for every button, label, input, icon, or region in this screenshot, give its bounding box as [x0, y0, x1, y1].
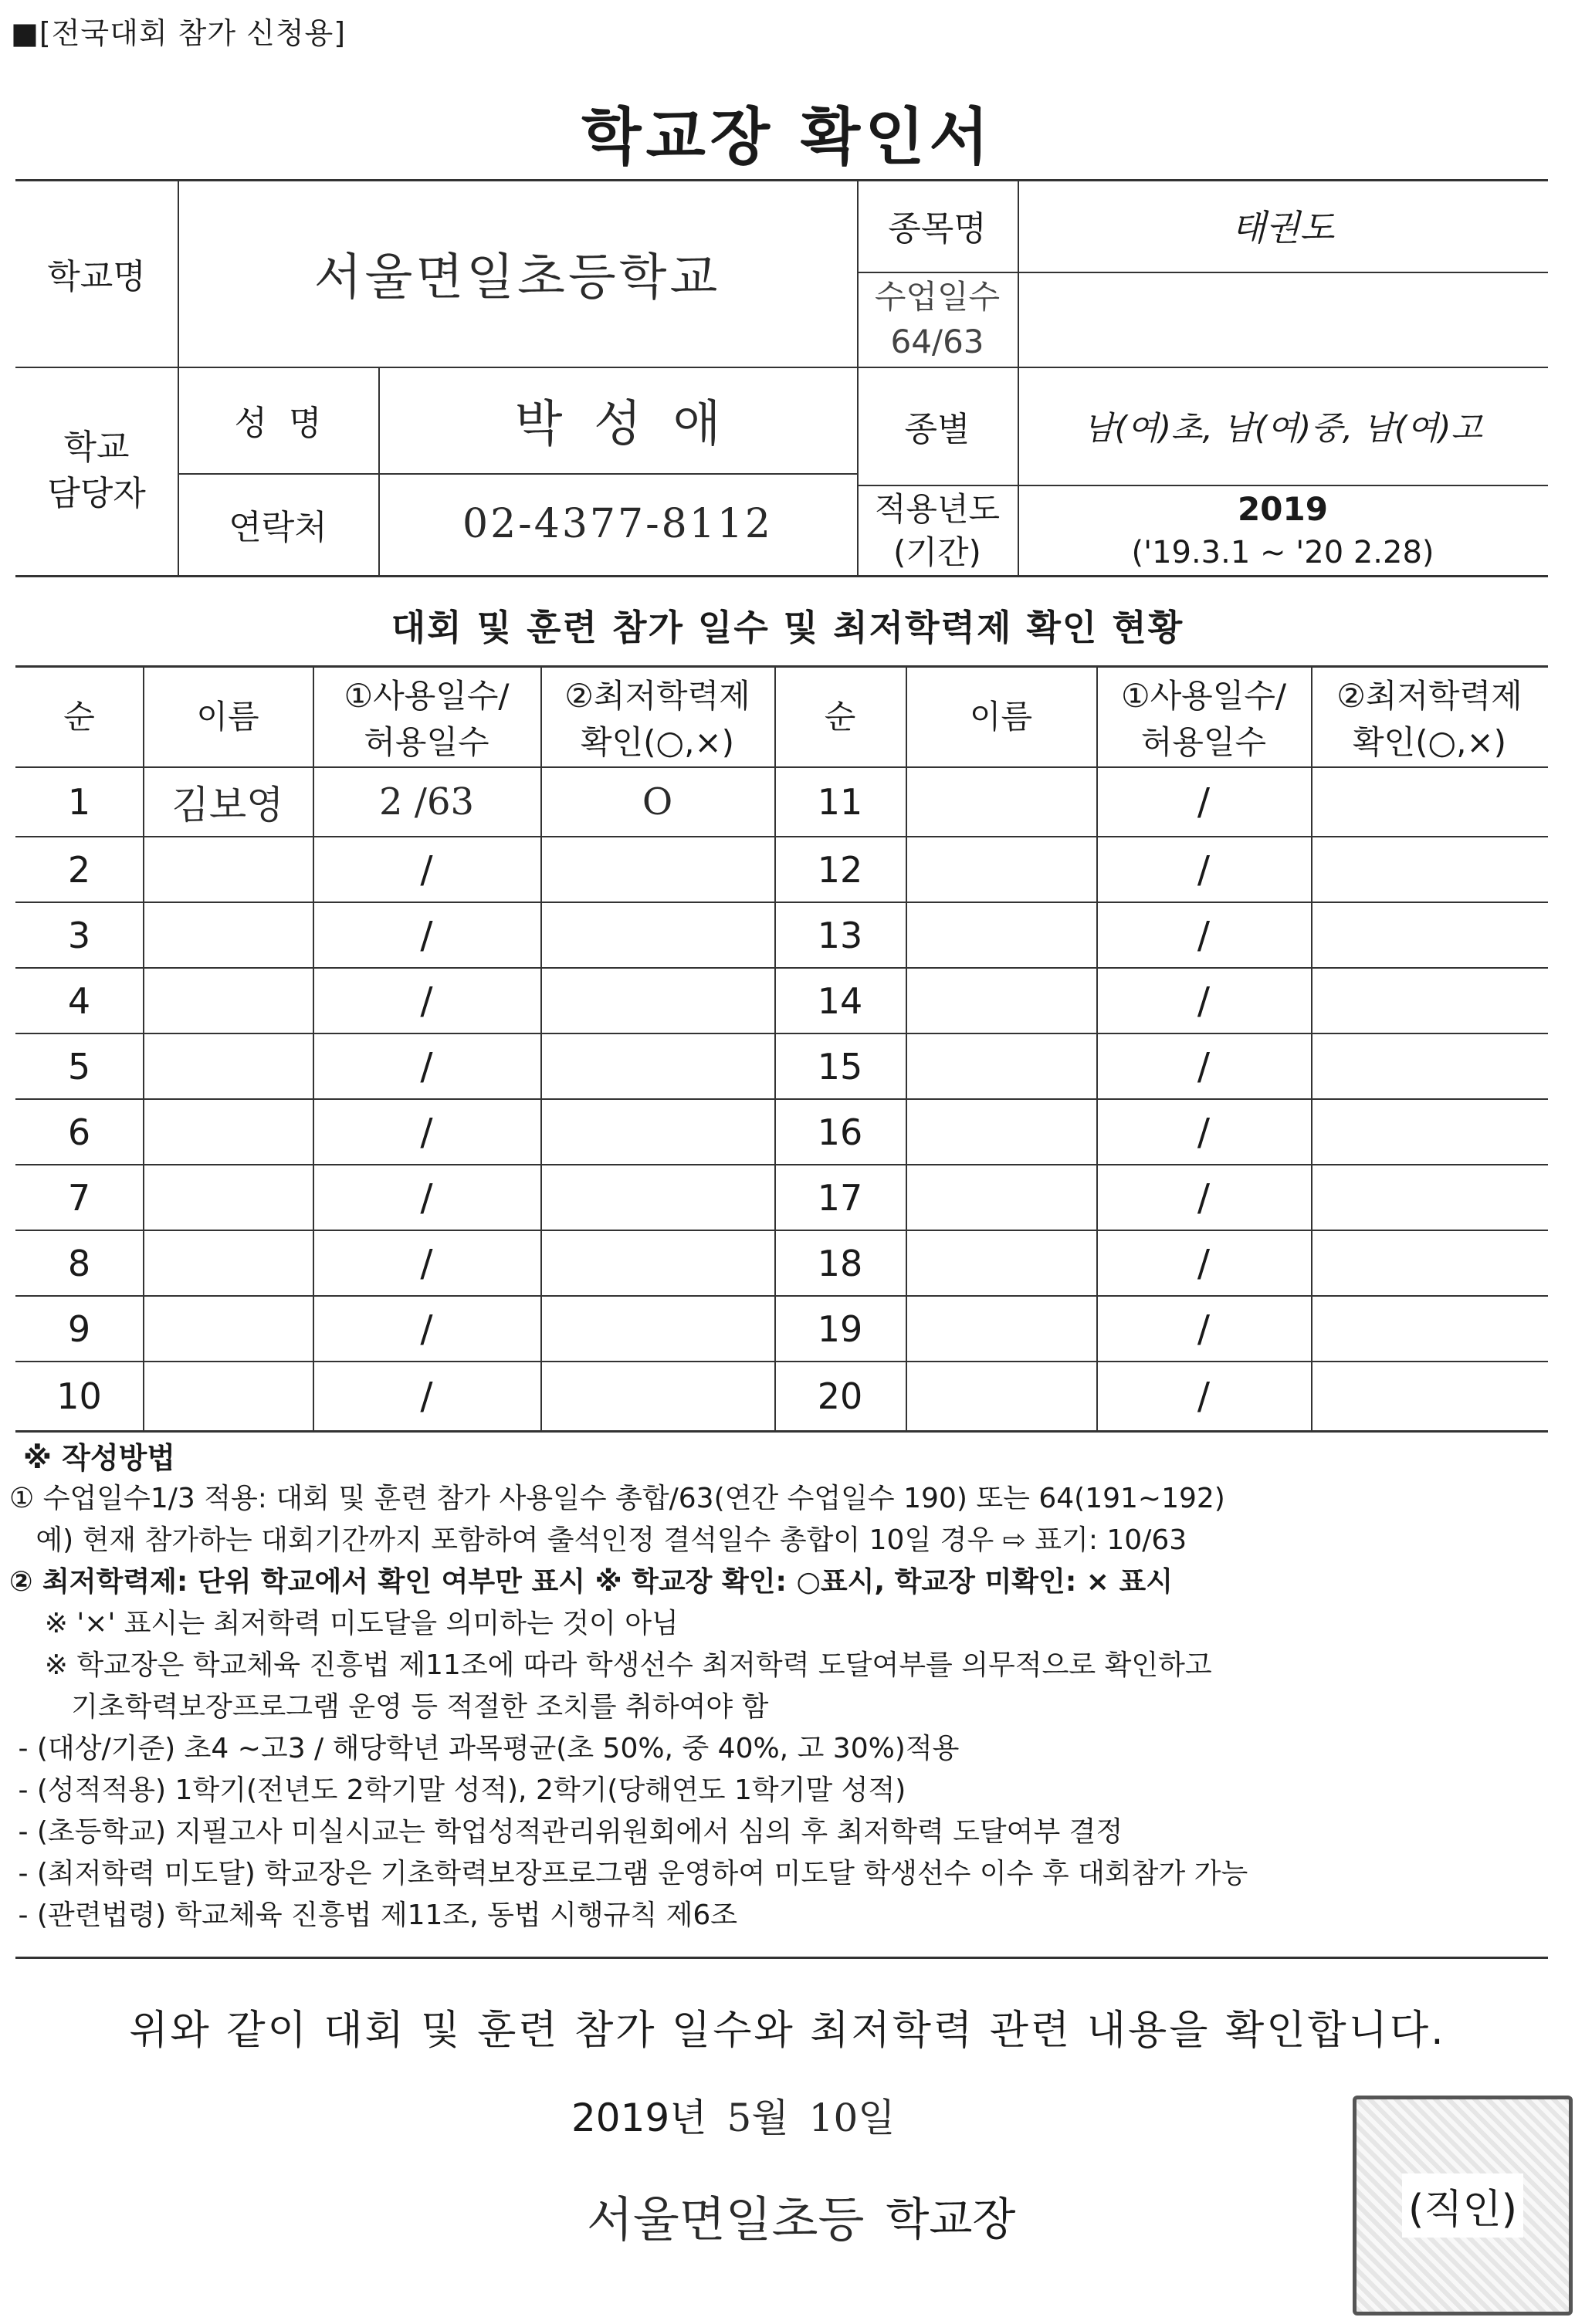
name-label: 성 명: [234, 404, 322, 443]
note-line: ② 최저학력제: 단위 학교에서 확인 여부만 표시 ※ 학교장 확인: ○표시, 학교장 미확인: × 표시: [9, 1566, 1173, 1598]
row-no: 6: [67, 1111, 91, 1153]
year-value-block: [1018, 485, 1548, 578]
period-value: ('19.3.1 ~ '20 2.28): [1131, 535, 1434, 570]
row-no: 15: [817, 1045, 863, 1088]
row-days: /: [1197, 1110, 1211, 1154]
row-days: /: [420, 1241, 433, 1285]
row-no: 7: [67, 1176, 91, 1219]
row-days: /: [1197, 913, 1211, 957]
header-days-line2: 허용일수: [364, 723, 489, 761]
header-no-right: 순: [824, 698, 856, 736]
note-line: - (초등학교) 지필고사 미실시교는 학업성적관리위원회에서 심의 후 최저학력 도달여부 결정: [9, 1816, 1123, 1848]
row-days: /: [1197, 847, 1211, 891]
note-line: - (대상/기준) 초4 ~고3 / 해당학년 과목평균(초 50%, 중 40%, 고 30%)적용: [9, 1733, 960, 1764]
type-value: 남(여)초, 남(여)중, 남(여)고: [1083, 408, 1482, 447]
row-no: 10: [56, 1375, 102, 1417]
row-no: 5: [67, 1045, 91, 1088]
manager-label: [15, 367, 178, 575]
manager-label-line2: 담당자: [47, 474, 146, 513]
note-line: - (최저학력 미도달) 학교장은 기초학력보장프로그램 운영하여 미도달 학생선수 이수 후 대회참가 가능: [9, 1858, 1248, 1889]
date-year: 2019년: [571, 2096, 707, 2140]
row-days: /: [1197, 979, 1211, 1023]
date-day: 10일: [808, 2096, 896, 2140]
header-check-line2: 확인(○,×): [580, 723, 735, 761]
event-label: 종목명: [888, 209, 987, 249]
note-line: ※ 학교장은 학교체육 진흥법 제11조에 따라 학생선수 최저학력 도달여부를 의무적으로 확인하고: [9, 1649, 1212, 1681]
section-title: 대회 및 훈련 참가 일수 및 최저학력제 확인 현황: [391, 607, 1184, 648]
row-days: /: [420, 1375, 433, 1418]
note-line: ① 수업일수1/3 적용: 대회 및 훈련 참가 사용일수 총합/63(연간 수업일수 190) 또는 64(191~192): [9, 1483, 1225, 1514]
notes-heading: ※ 작성방법: [23, 1441, 176, 1475]
manager-name-value: 박 성 애: [514, 396, 721, 453]
notes-list: [9, 1478, 1561, 1937]
year-label-line2: (기간): [893, 533, 981, 571]
class-days-label-line2: 64/63: [890, 323, 984, 360]
row-days: /: [420, 847, 433, 891]
row-no: 18: [817, 1242, 863, 1284]
header-days-right: [1096, 673, 1311, 766]
contact-label: 연락처: [229, 508, 327, 547]
row-no: 8: [67, 1242, 91, 1284]
school-name-label: 학교명: [47, 256, 146, 296]
date-month: 5월: [727, 2096, 789, 2140]
row-no: 9: [67, 1307, 91, 1350]
header-days-left: [313, 673, 540, 766]
class-days-label: [857, 272, 1018, 370]
header-check-right: [1311, 673, 1548, 766]
header-no-left: 순: [63, 698, 95, 736]
row-check: O: [642, 780, 673, 824]
row-no: 19: [817, 1307, 863, 1350]
row-days: /: [1197, 1307, 1211, 1351]
header-name-left: 이름: [196, 698, 259, 736]
note-line: ※ '×' 표시는 최저학력 미도달을 의미하는 것이 아님: [9, 1608, 679, 1639]
header-check-line1: ②최저학력제: [1336, 677, 1522, 715]
row-days: /: [1197, 1375, 1211, 1418]
header-days-line1: ①사용일수/: [1120, 677, 1287, 715]
row-no: 20: [817, 1375, 863, 1417]
header-name-right: 이름: [969, 698, 1033, 736]
row-no: 17: [817, 1176, 863, 1219]
row-days: /: [1197, 1241, 1211, 1285]
note-line: 기초학력보장프로그램 운영 등 적절한 조치를 취하여야 함: [9, 1691, 769, 1723]
contact-value: 02-4377-8112: [462, 501, 773, 547]
note-line: - (성적적용) 1학기(전년도 2학기말 성적), 2학기(당해연도 1학기말 성적): [9, 1774, 906, 1806]
row-days: /: [420, 913, 433, 957]
row-days: /: [1197, 780, 1211, 824]
year-label-line1: 적용년도: [874, 490, 1001, 528]
principal-signature: [587, 2177, 1015, 2254]
row-days: /: [420, 979, 433, 1023]
note-line: - (관련법령) 학교체육 진흥법 제11조, 동법 시행규칙 제6조: [9, 1899, 738, 1931]
confirmation-date: [571, 2084, 896, 2146]
school-name-value: 서울면일초등학교: [313, 249, 721, 306]
row-days: /: [420, 1176, 433, 1220]
year-label: [857, 485, 1018, 578]
row-no: 16: [817, 1111, 863, 1153]
row-no: 14: [817, 979, 863, 1022]
row-no: 2: [67, 848, 91, 891]
row-no: 3: [67, 914, 91, 956]
header-days-line1: ①사용일수/: [344, 677, 510, 715]
seal-label: (직인): [1402, 2173, 1523, 2238]
header-check-line1: ②최저학력제: [564, 677, 750, 715]
form-category-tag: ■[전국대회 참가 신청용]: [11, 16, 347, 50]
year-value: 2019: [1238, 490, 1328, 528]
header-check-left: [540, 673, 774, 766]
principal-title: 학교장: [886, 2193, 1016, 2245]
row-days: /: [1197, 1044, 1211, 1088]
header-check-line2: 확인(○,×): [1352, 723, 1507, 761]
row-no: 1: [67, 781, 91, 823]
row-no: 12: [817, 848, 863, 891]
row-no: 13: [817, 914, 863, 956]
school-name-handwritten: 서울면일초등: [587, 2190, 865, 2248]
class-days-label-line1: 수업일수: [874, 278, 1001, 316]
confirmation-statement: 위와 같이 대회 및 훈련 참가 일수와 최저학력 관련 내용을 확인합니다.: [129, 2007, 1446, 2054]
row-no: 11: [817, 781, 863, 823]
document-title: 학교장 확인서: [581, 100, 994, 173]
official-seal: [1353, 2096, 1573, 2316]
header-days-line2: 허용일수: [1140, 723, 1267, 761]
note-line: 예) 현재 참가하는 대회기간까지 포함하여 출석인정 결석일수 총합이 10일 경우 ⇨ 표기: 10/63: [9, 1524, 1187, 1556]
row-days: /: [420, 1044, 433, 1088]
row-days: /: [1197, 1176, 1211, 1220]
row-no: 4: [67, 979, 91, 1022]
event-value: 태권도: [1231, 207, 1335, 249]
manager-label-line1: 학교: [63, 428, 130, 467]
row-days: /: [420, 1307, 433, 1351]
type-label: 종별: [904, 409, 970, 449]
row-days: 2 /63: [378, 780, 475, 824]
row-name: 김보영: [171, 783, 284, 827]
row-days: /: [420, 1110, 433, 1154]
